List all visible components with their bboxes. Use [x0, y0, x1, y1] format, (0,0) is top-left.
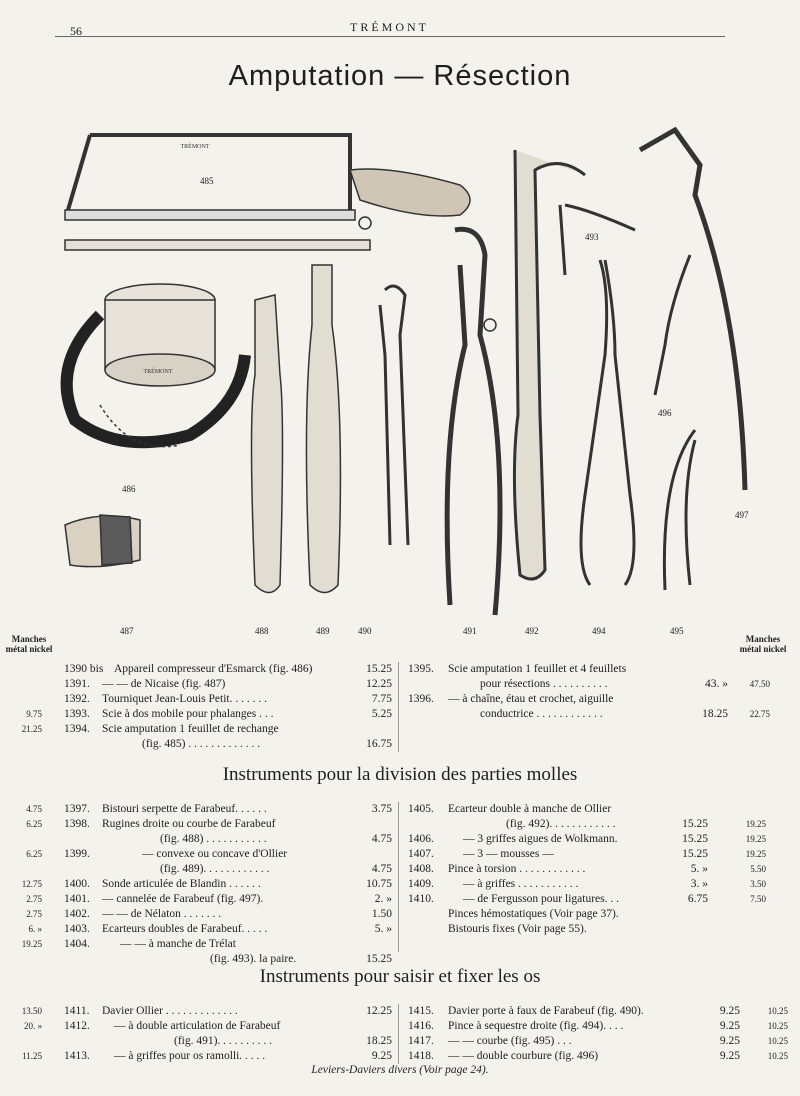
list-item: (fig. 493). la paire. 15.25	[210, 953, 392, 965]
sequestrum-forceps-curved-illustration	[655, 255, 695, 590]
list-item: Bistouris fixes (Voir page 55).	[448, 923, 587, 935]
list-item: 6.25 1399. — convexe ou concave d'Ollier	[26, 848, 288, 860]
saw-engraving: TRÉMONT	[180, 144, 210, 150]
list-item: 6.25 1398. Rugines droite ou courbe de Farabeuf	[26, 818, 276, 830]
list-item: 9.75 1393. Scie à dos mobile pour phalanges . . . 5.25	[26, 708, 392, 720]
header-rule	[55, 36, 725, 37]
instrument-plate	[40, 115, 765, 627]
list-item: 1416. Pince à sequestre droite (fig. 494). . . . 9.25 10.25	[408, 1020, 788, 1032]
fig-495-label: 495	[670, 626, 684, 636]
list-item: 1396. — à chaîne, étau et crochet, aiguille	[408, 693, 614, 705]
sequestrum-forceps-straight-illustration	[581, 260, 634, 585]
list-item: (fig. 492). . . . . . . . . . . . 15.25 19.25	[506, 818, 766, 830]
fig-491-label: 491	[463, 626, 477, 636]
list-item: 4.75 1397. Bistouri serpette de Farabeuf. . . . . . 3.75	[26, 803, 392, 815]
list-item: 1407. — 3 — mousses — 15.25 19.25	[408, 848, 766, 860]
column-divider	[398, 1004, 399, 1064]
esmarch-compressor-illustration	[67, 284, 245, 447]
list-item: (fig. 491). . . . . . . . . . 18.25	[174, 1035, 392, 1047]
list-item: 19.25 1404. — — à manche de Trélat	[21, 938, 236, 950]
list-item: 20. » 1412. — à double articulation de Farabeuf	[24, 1020, 281, 1032]
amputation-saw-illustration	[65, 135, 470, 250]
left-column-label: Manches métal nickel	[5, 634, 53, 654]
page-title: Amputation — Résection	[228, 60, 572, 92]
nicaise-compressor-illustration	[65, 515, 140, 567]
list-item: 1395. Scie amputation 1 feuillet et 4 feuillets	[408, 663, 627, 675]
fig-490-label: 490	[358, 626, 372, 636]
fig-487-label: 487	[120, 626, 134, 636]
list-item: 2.75 1402. — — de Nélaton . . . . . . . 1.50	[26, 908, 392, 920]
list-item: 12.75 1400. Sonde articulée de Blandin . . . . . . 10.75	[21, 878, 392, 890]
list-item: 1409. — à griffes . . . . . . . . . . . 3. » 3.50	[408, 878, 766, 890]
right-column-label: Manches métal nickel	[739, 634, 787, 654]
list-item: Pinces hémostatiques (Voir page 37).	[448, 908, 619, 920]
bone-list-left	[22, 1004, 392, 1064]
list-item: (fig. 489). . . . . . . . . . . . 4.75	[160, 863, 392, 875]
fig-494-label: 494	[592, 626, 606, 636]
tourniquet-engraving: TRÉMONT	[143, 369, 173, 375]
amputation-list-left	[22, 662, 392, 752]
soft-tissue-list-left	[22, 802, 392, 967]
list-item: 1415. Davier porte à faux de Farabeuf (fig. 490). 9.25 10.25	[408, 1005, 788, 1017]
list-item: 1418. — — double courbure (fig. 496) 9.25 10.25	[408, 1050, 788, 1062]
fig-486-label: 486	[122, 484, 136, 494]
farabeuf-forceps-illustration	[380, 286, 408, 545]
list-item: (fig. 488) . . . . . . . . . . . 4.75	[160, 833, 392, 845]
section-heading-bone: Instruments pour saisir et fixer les os	[259, 966, 541, 987]
list-item: 13.50 1411. Davier Ollier . . . . . . . . . . . . . 12.25	[21, 1005, 392, 1017]
list-item: 21.25 1394. Scie amputation 1 feuillet de rechange	[21, 723, 279, 735]
soft-tissue-list-right	[408, 802, 766, 937]
list-item: 2.75 1401. — cannelée de Farabeuf (fig. 497). 2. »	[26, 893, 392, 905]
amputation-list-right	[408, 662, 770, 722]
list-item: 1405. Ecarteur double à manche de Ollier	[408, 803, 612, 815]
list-item: 1417. — — courbe (fig. 495) . . . 9.25 10.25	[408, 1035, 788, 1047]
fig-496-label: 496	[658, 408, 672, 418]
running-head: TRÉMONT	[350, 20, 429, 34]
fig-493-label: 493	[585, 232, 599, 242]
fig-489-label: 489	[316, 626, 330, 636]
list-item: pour résections . . . . . . . . . . 43. » 47.50	[480, 678, 770, 690]
footer-note: Leviers-Daviers divers (Voir page 24).	[311, 1064, 489, 1076]
list-item: 1390 bis Appareil compresseur d'Esmarck (fig. 486) 15.25	[64, 663, 392, 675]
list-item: (fig. 485) . . . . . . . . . . . . . 16.75	[142, 738, 392, 750]
list-item: 1406. — 3 griffes aigues de Wolkmann. 15.25 19.25	[408, 833, 766, 845]
page-number: 56	[70, 24, 82, 38]
section-heading-soft-tissue: Instruments pour la division des parties molles	[222, 764, 578, 785]
rugine-illustrations	[252, 265, 341, 593]
fig-485-label: 485	[200, 176, 214, 186]
fig-488-label: 488	[255, 626, 269, 636]
list-item: 11.25 1413. — à griffes pour os ramolli. . . . . 9.25	[22, 1050, 392, 1062]
bone-list-right	[408, 1004, 788, 1064]
list-item: 1408. Pince à torsion . . . . . . . . . . . . 5. » 5.50	[408, 863, 766, 875]
fig-492-label: 492	[525, 626, 539, 636]
list-item: 1392. Tourniquet Jean-Louis Petit. . . . . . . 7.75	[64, 693, 392, 705]
fig-497-label: 497	[735, 510, 749, 520]
column-divider	[398, 662, 399, 752]
column-divider	[398, 802, 399, 952]
farabeuf-davier-illustration	[447, 229, 500, 615]
list-item: 1410. — de Fergusson pour ligatures. . . 6.75 7.50	[408, 893, 766, 905]
list-item: conductrice . . . . . . . . . . . . 18.25 22.75	[480, 708, 770, 720]
list-item: 1391. — — de Nicaise (fig. 487) 12.25	[64, 678, 392, 690]
list-item: 6. » 1403. Ecarteurs doubles de Farabeuf. . . . . 5. »	[28, 923, 392, 935]
